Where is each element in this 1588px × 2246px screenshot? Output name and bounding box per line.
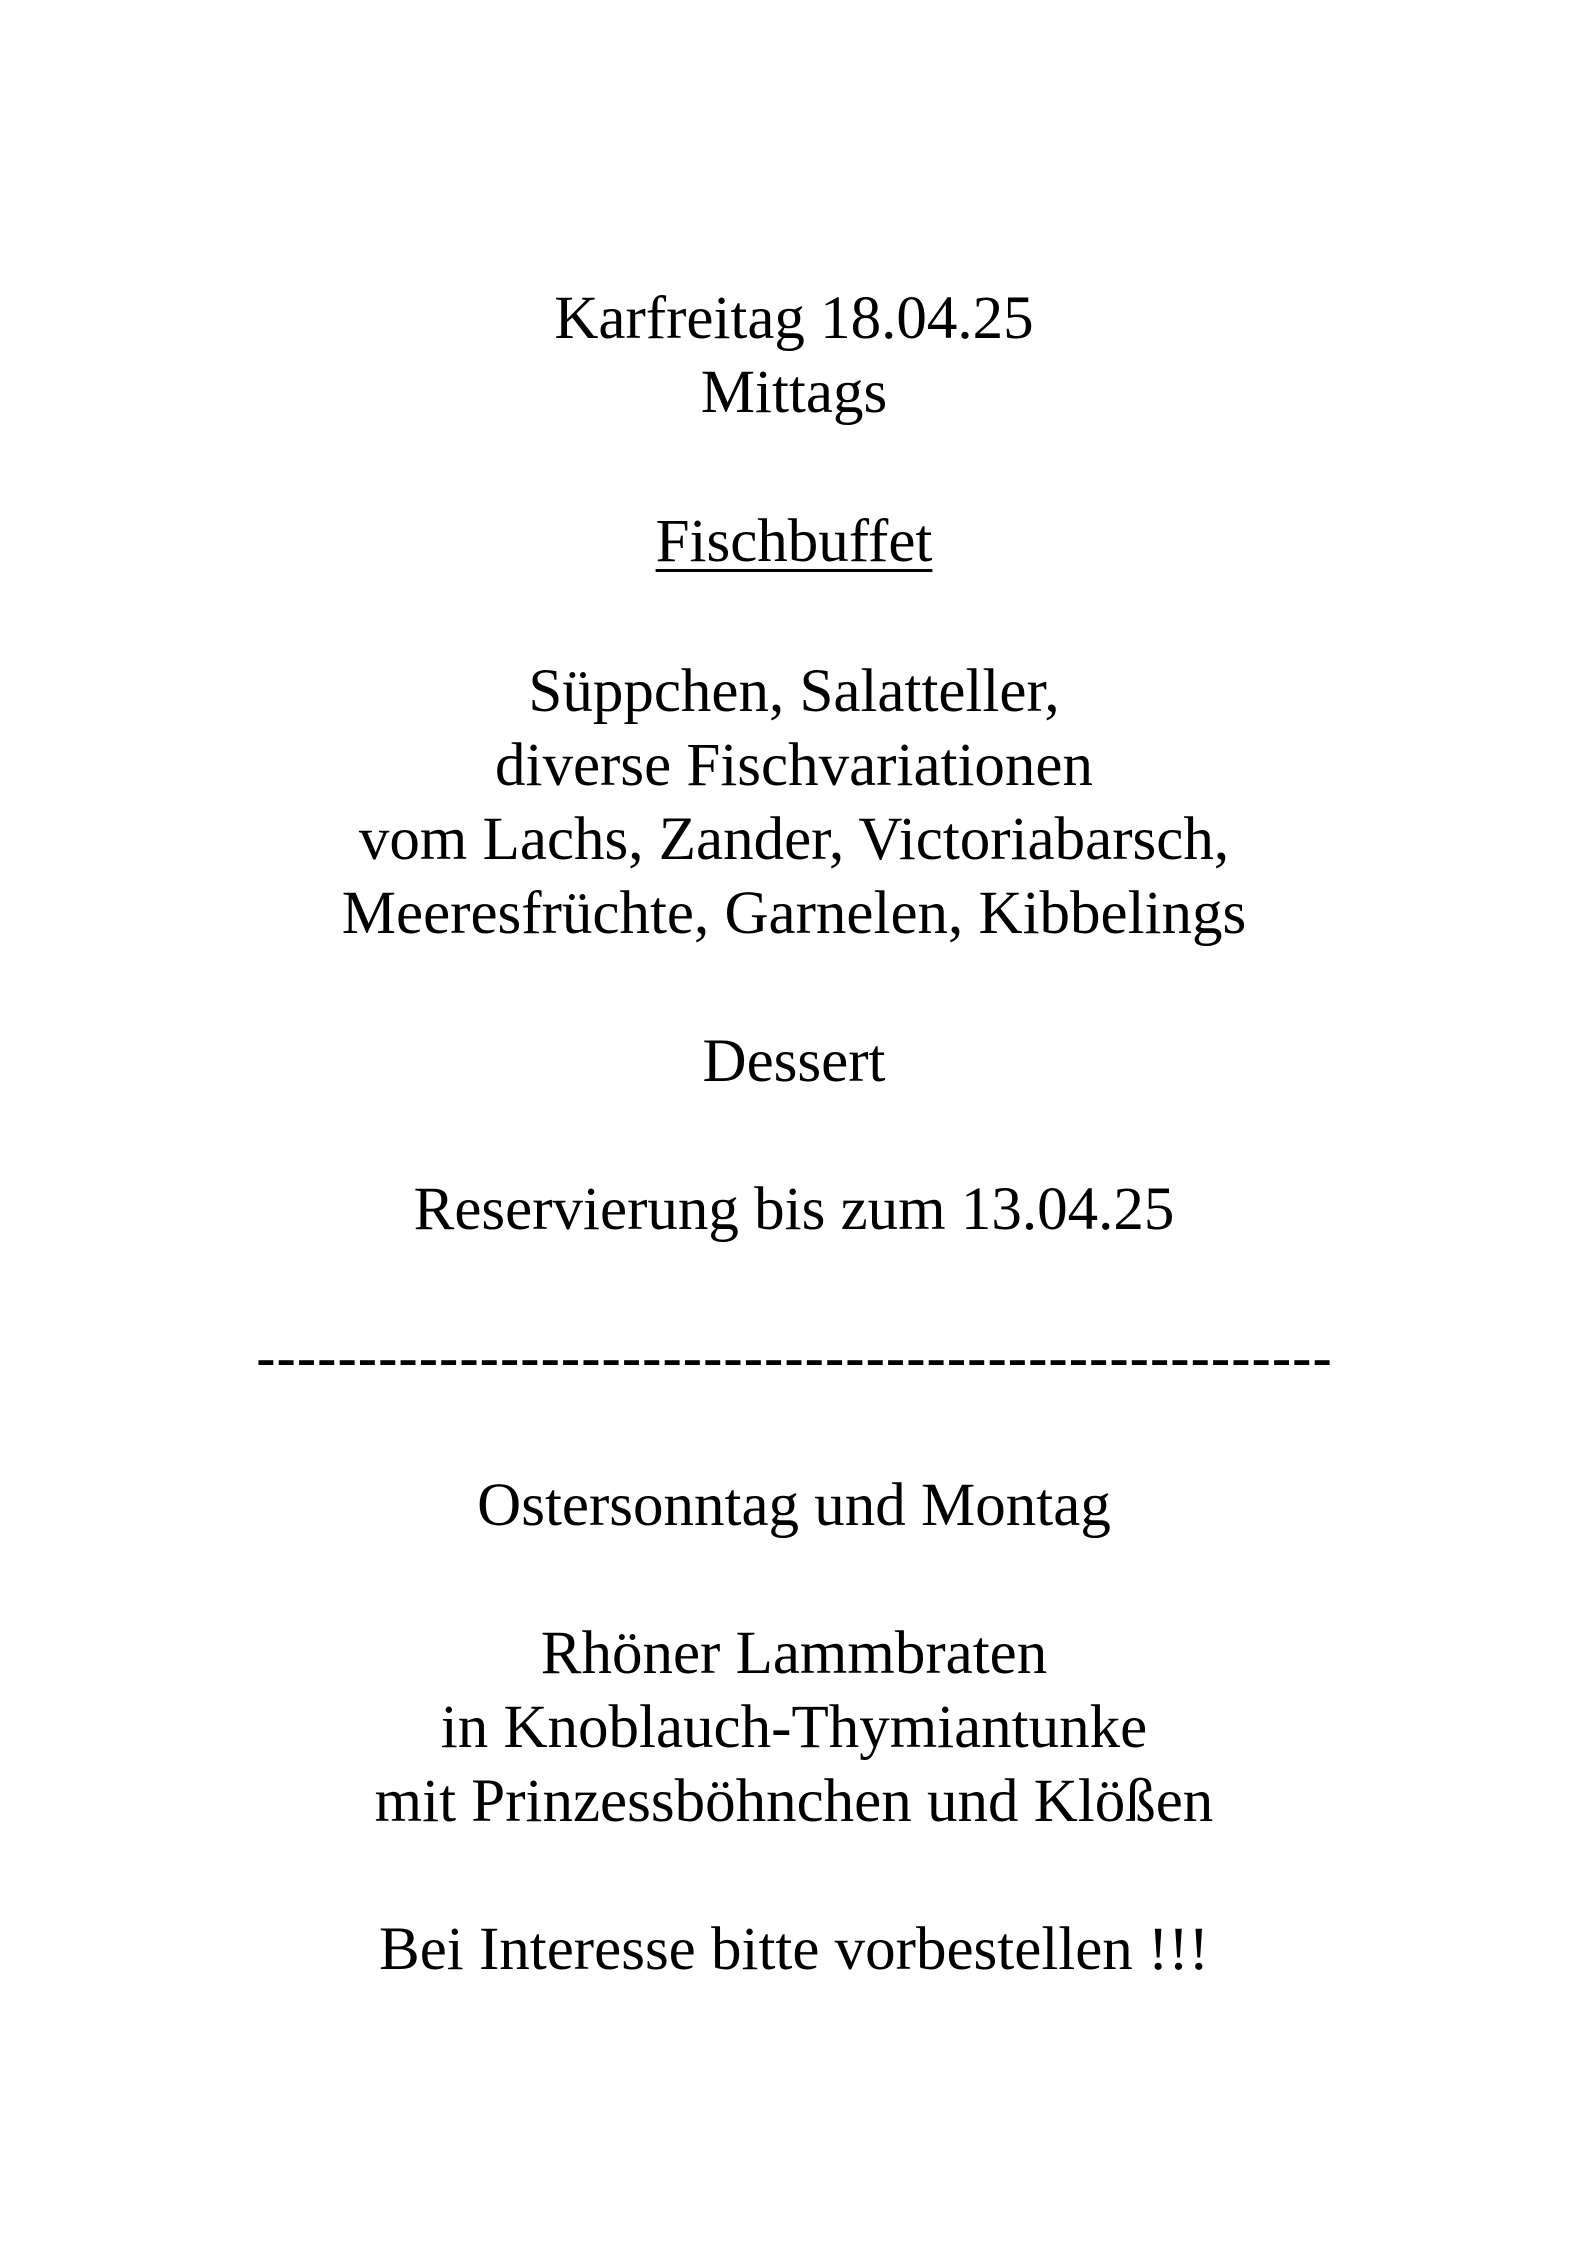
good-friday-time: Mittags xyxy=(700,359,888,426)
preorder-note: Bei Interesse bitte vorbestellen !!! xyxy=(379,1916,1209,1983)
good-friday-title: Karfreitag 18.04.25 xyxy=(554,285,1034,352)
menu-line: vom Lachs, Zander, Victoriabarsch, xyxy=(358,806,1230,873)
dish-line: in Knoblauch-Thymiantunke xyxy=(440,1694,1148,1761)
menu-line: Meeresfrüchte, Garnelen, Kibbelings xyxy=(341,880,1247,947)
buffet-heading: Fischbuffet xyxy=(655,508,933,575)
dish-line: Rhöner Lammbraten xyxy=(540,1620,1048,1687)
dish-line: mit Prinzessböhnchen und Klößen xyxy=(374,1768,1214,1835)
section-divider: ----------------------------------------------------- xyxy=(255,1324,1333,1392)
menu-line: Süppchen, Salatteller, xyxy=(528,658,1060,725)
menu-line: diverse Fischvariationen xyxy=(495,732,1093,799)
dessert-label: Dessert xyxy=(702,1028,886,1095)
buffet-heading-row xyxy=(0,505,1588,579)
reservation-note: Reservierung bis zum 13.04.25 xyxy=(413,1176,1175,1243)
easter-title: Ostersonntag und Montag xyxy=(477,1472,1111,1539)
